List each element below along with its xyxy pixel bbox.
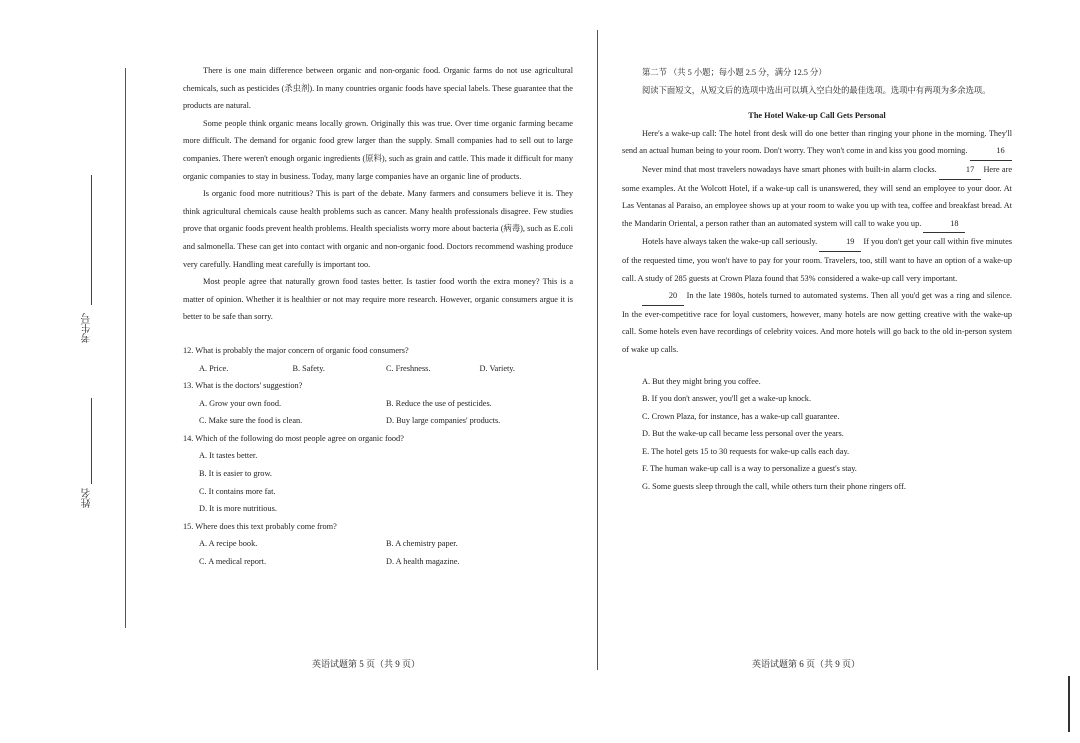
choice-item: F. The human wake-up call is a way to personalize a guest's stay. xyxy=(642,464,857,474)
passage-paragraph xyxy=(622,287,1012,358)
option: D. Variety. xyxy=(479,363,515,373)
question-stem: 14. Which of the following do most people agree on organic food? xyxy=(183,433,404,443)
option: C. A medical report. xyxy=(199,557,267,567)
passage-title: The Hotel Wake-up Call Gets Personal xyxy=(748,111,886,121)
blank-17: 17 xyxy=(939,161,981,180)
option: A. Price. xyxy=(199,363,229,373)
paragraph-text: Never mind that most travelers nowadays have smart phones with built-in alarm clocks. xyxy=(642,164,937,174)
exam-number-rule xyxy=(91,175,92,305)
passage-paragraph: Most people agree that naturally grown food tastes better. Is tastier food worth the extra money? This is a matter of opinion. Whether it is healthier or not may require more research. However, organic consumers argue it is better to be safe than sorry. xyxy=(183,277,573,322)
paragraph-text: Here's a wake-up call: The hotel front desk will do one better than ringing your phone in the morning. They'll send an actual human being to your room. Don't worry. They won't come in and kiss you good morning. xyxy=(622,128,1012,156)
options-row xyxy=(183,553,573,571)
choice-item: G. Some guests sleep through the call, while others turn their phone ringers off. xyxy=(642,482,906,492)
choice-item: E. The hotel gets 15 to 30 requests for wake-up calls each day. xyxy=(642,446,850,456)
option: A. It tastes better. xyxy=(199,451,258,461)
blank-16: 16 xyxy=(970,142,1012,161)
paragraph-text: Hotels have always taken the wake-up call seriously. xyxy=(642,237,818,247)
choice-item: D. But the wake-up call became less personal over the years. xyxy=(642,429,844,439)
option: C. Make sure the food is clean. xyxy=(199,416,303,426)
instructions: 阅读下面短文，从短文后的选项中选出可以填入空白处的最佳选项。选项中有两项为多余选项。 xyxy=(642,85,991,95)
binding-line-left xyxy=(125,68,126,628)
choice-item: A. But they might bring you coffee. xyxy=(642,376,761,386)
choice-list xyxy=(622,373,1012,496)
question-14 xyxy=(183,430,573,518)
options-row xyxy=(183,535,573,553)
page-divider xyxy=(597,30,598,670)
question-stem: 12. What is probably the major concern of organic food consumers? xyxy=(183,345,409,355)
section-header: 第二节 （共 5 小题；每小题 2.5 分，满分 12.5 分） xyxy=(642,68,827,77)
blank-19: 19 xyxy=(819,233,861,252)
option: B. A chemistry paper. xyxy=(386,539,458,549)
name-rule xyxy=(91,398,92,484)
question-12 xyxy=(183,342,573,377)
blank-20: 20 xyxy=(642,287,684,306)
choice-item: B. If you don't answer, you'll get a wake-up knock. xyxy=(642,394,812,404)
right-page xyxy=(622,64,1012,496)
question-13 xyxy=(183,377,573,430)
question-stem: 13. What is the doctors' suggestion? xyxy=(183,381,303,391)
left-page xyxy=(183,62,573,571)
passage xyxy=(183,62,573,326)
option: B. Reduce the use of pesticides. xyxy=(386,398,492,408)
option: C. Freshness. xyxy=(386,363,431,373)
choice-item: C. Crown Plaza, for instance, has a wake-up call guarantee. xyxy=(642,411,840,421)
right-edge-mark xyxy=(1068,676,1070,732)
option: D. It is more nutritious. xyxy=(199,504,277,514)
paragraph-text: In the late 1980s, hotels turned to automated systems. Then all you'd get was a ring and silence. In the ever-competitive race for loyal customers, however, many hotels are now getting creative with the wake-up call. Some hotels even have recordings of celebrity voices. And more hotels will go back to the old in-person system of wake up calls. xyxy=(622,291,1013,354)
passage-paragraph xyxy=(622,125,1012,161)
option: A. Grow your own food. xyxy=(199,398,282,408)
question-15 xyxy=(183,518,573,571)
options-row xyxy=(183,412,573,430)
passage-paragraph: Is organic food more nutritious? This is part of the debate. Many farmers and consumers believe it is. They think agricultural chemicals cause health problems such as cancer. Many health professionals disagree. Few studies prove that organic foods prevent health problems. Health specialists worry more about bacteria (病毒), such as E.coli and salmonella. These can get into contact with organic and non-organic food. Doctors recommend washing produce very carefully. Handling meat carefully is important too. xyxy=(183,189,573,269)
question-stem: 15. Where does this text probably come from? xyxy=(183,521,337,531)
passage-paragraph xyxy=(622,161,1012,233)
options-row xyxy=(183,360,573,378)
page-footer-left: 英语试题第 5 页（共 9 页） xyxy=(312,659,421,669)
paragraph-text: If you don't get your call within five minutes of the requested time, you won't have to pay for your room. Travelers, too, still want to have an option of a wake-up call. A study of 285 guests at Crown Plaza found that 53% considered a wake-up call very important. xyxy=(622,237,1012,283)
exam-number-label: 考生号 xyxy=(82,313,93,343)
page-footer-right: 英语试题第 6 页（共 9 页） xyxy=(752,659,861,669)
option: B. It is easier to grow. xyxy=(199,469,272,479)
option: C. It contains more fat. xyxy=(199,486,276,496)
options-row xyxy=(183,395,573,413)
option: A. A recipe book. xyxy=(199,539,258,549)
passage-paragraph: Some people think organic means locally grown. Originally this was true. Over time organic farming became more difficult. The demand for organic food grew larger than the supply. Small companies had to sell out to large companies. There weren't enough organic ingredients (原料), such as grain and cattle. This made it difficult for many organic companies to stay in business. Today, many large companies have an organic line of products. xyxy=(183,118,573,181)
name-label: 姓名 xyxy=(82,488,93,508)
passage-paragraph xyxy=(622,233,1012,287)
blank-18: 18 xyxy=(923,215,965,234)
option: B. Safety. xyxy=(292,363,325,373)
option: D. Buy large companies' products. xyxy=(386,416,501,426)
option: D. A health magazine. xyxy=(386,557,460,567)
paragraph-text: Here are some examples. At the Wolcott Hotel, if a wake-up call is unanswered, they will send an employee to your door. At Las Ventanas al Paraiso, an employee shows up at your room to wake you up with tea, coffee and breakfast bread. At the Mandarin Oriental, a person rather than an automated system will call to wake you up. xyxy=(622,164,1013,228)
passage-paragraph: There is one main difference between organic and non-organic food. Organic farms do not use agricultural chemicals, such as pesticides (杀虫剂). In many countries organic foods have special labels. These guarantee that the products are natural. xyxy=(183,66,573,111)
